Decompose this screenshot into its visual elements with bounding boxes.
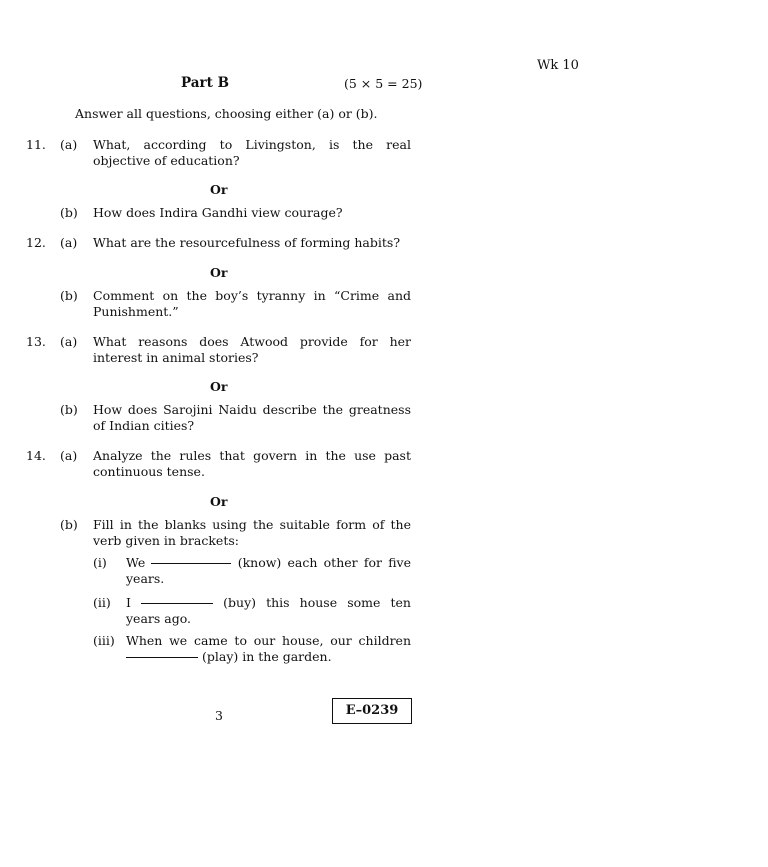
question-text: What reasons does Atwood provide for her interest in animal stories? xyxy=(93,334,411,365)
question-number: 12. xyxy=(26,235,46,250)
sub-item-before: I xyxy=(126,595,131,610)
answer-blank xyxy=(151,563,231,564)
sub-item-label: (ii) xyxy=(93,595,111,610)
or-divider: Or xyxy=(210,379,228,394)
sub-item-label: (iii) xyxy=(93,633,115,648)
question-text: Comment on the boy’s tyranny in “Crime and Punishment.” xyxy=(93,288,411,319)
fill-blank-item xyxy=(126,595,411,627)
sub-item-after: (know) each other for five years. xyxy=(126,555,411,586)
sub-item-label: (i) xyxy=(93,555,107,570)
paper-code-box: E–0239 xyxy=(332,698,412,724)
option-label: (b) xyxy=(60,402,78,417)
question-number: 13. xyxy=(26,334,46,349)
header-code: Wk 10 xyxy=(537,58,579,73)
answer-blank xyxy=(126,657,198,658)
question-text: Fill in the blanks using the suitable form of the verb given in brackets: xyxy=(93,517,411,548)
sub-item-before: We xyxy=(126,555,146,570)
part-marks: (5 × 5 = 25) xyxy=(344,76,423,91)
or-divider: Or xyxy=(210,265,228,280)
question-text: How does Sarojini Naidu describe the greatness of Indian cities? xyxy=(93,402,411,433)
instruction: Answer all questions, choosing either (a) or (b). xyxy=(75,106,378,121)
sub-item-after: (buy) this house some ten years ago. xyxy=(126,595,411,626)
option-label: (b) xyxy=(60,517,78,532)
option-label: (b) xyxy=(60,205,78,220)
question-number: 14. xyxy=(26,448,46,463)
part-title: Part B xyxy=(181,75,229,91)
question-number: 11. xyxy=(26,137,46,152)
fill-blank-item xyxy=(126,633,411,665)
option-label: (a) xyxy=(60,334,78,349)
question-text: What, according to Livingston, is the real objective of education? xyxy=(93,137,411,168)
question-text: What are the resourcefulness of forming habits? xyxy=(93,235,401,250)
option-label: (a) xyxy=(60,448,78,463)
option-label: (a) xyxy=(60,137,78,152)
sub-item-before: When we came to our house, our children xyxy=(126,633,411,648)
sub-item-after: (play) in the garden. xyxy=(201,649,332,664)
answer-blank xyxy=(141,603,213,604)
question-text: How does Indira Gandhi view courage? xyxy=(93,205,343,220)
question-text: Analyze the rules that govern in the use past continuous tense. xyxy=(93,448,411,479)
or-divider: Or xyxy=(210,182,228,197)
page-number: 3 xyxy=(215,708,223,723)
option-label: (b) xyxy=(60,288,78,303)
fill-blank-item xyxy=(126,555,411,587)
or-divider: Or xyxy=(210,494,228,509)
option-label: (a) xyxy=(60,235,78,250)
